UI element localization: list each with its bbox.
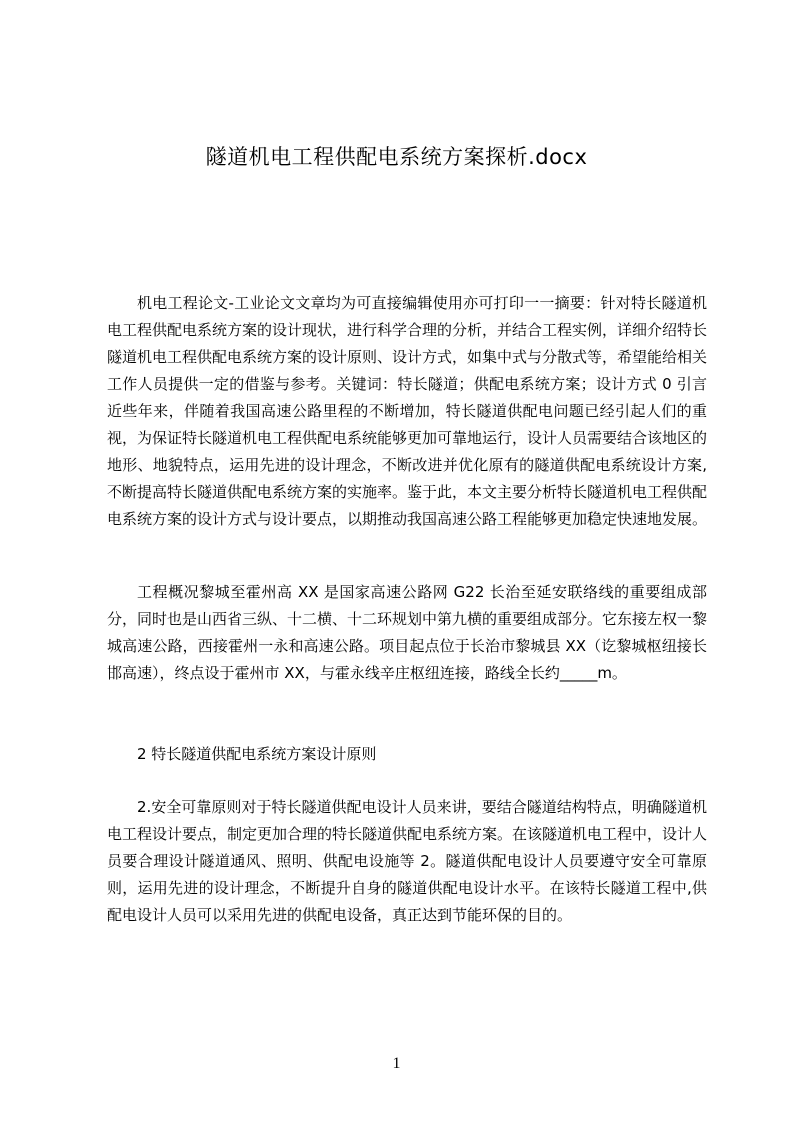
section-heading: 2 特长隧道供配电系统方案设计原则 — [137, 745, 377, 763]
project-overview-paragraph: 工程概况黎城至霍州高 XX 是国家高速公路网 G22 长治至延安联络线的重要组成部分，同时也是山西省三纵、十二横、十二环规划中第九横的重要组成部分。它东接左权一黎城高速公路，西接霍州一永和高速公路。项目起点位于长治市黎城县 XX（讫黎城枢纽接长邯高速），终点设于霍州市 XX，与霍永线辛庄枢纽连接，路线全长约_____m。 — [107, 583, 708, 682]
page-number: 1 — [392, 1055, 401, 1072]
document-title: 隧道机电工程供配电系统方案探析.docx — [205, 145, 588, 169]
abstract-paragraph: 机电工程论文-工业论文文章均为可直接编辑使用亦可打印一一摘要：针对特长隧道机电工程供配电系统方案的设计现状，进行科学合理的分析，并结合工程实例，详细介绍特长隧道机电工程供配电系统方案的设计原则、设计方式，如集中式与分散式等，希望能给相关工作人员提供一定的借鉴与参考。关键词：特长隧道；供配电系统方案；设计方式 0 引言近些年来，伴随着我国高速公路里程的不断增加，特长隧道供配电问题已经引起人们的重视，为保证特长隧道机电工程供配电系统能够更加可靠地运行，设计人员需要结合该地区的地形、地貌特点，运用先进的设计理念，不断改进并优化原有的隧道供配电系统设计方案,不断提高特长隧道供配电系统方案的实施率。鉴于此，本文主要分析特长隧道机电工程供配电系统方案的设计方式与设计要点，以期推动我国高速公路工程能够更加稳定快速地发展。 — [107, 294, 708, 528]
design-principle-paragraph: 2.安全可靠原则对于特长隧道供配电设计人员来讲，要结合隧道结构特点，明确隧道机电工程设计要点，制定更加合理的特长隧道供配电系统方案。在该隧道机电工程中，设计人员要合理设计隧道通风、照明、供配电设施等 2。隧道供配电设计人员要遵守安全可靠原则，运用先进的设计理念，不断提升自身的隧道供配电设计水平。在该特长隧道工程中,供配电设计人员可以采用先进的供配电设备，真正达到节能环保的目的。 — [107, 798, 708, 924]
